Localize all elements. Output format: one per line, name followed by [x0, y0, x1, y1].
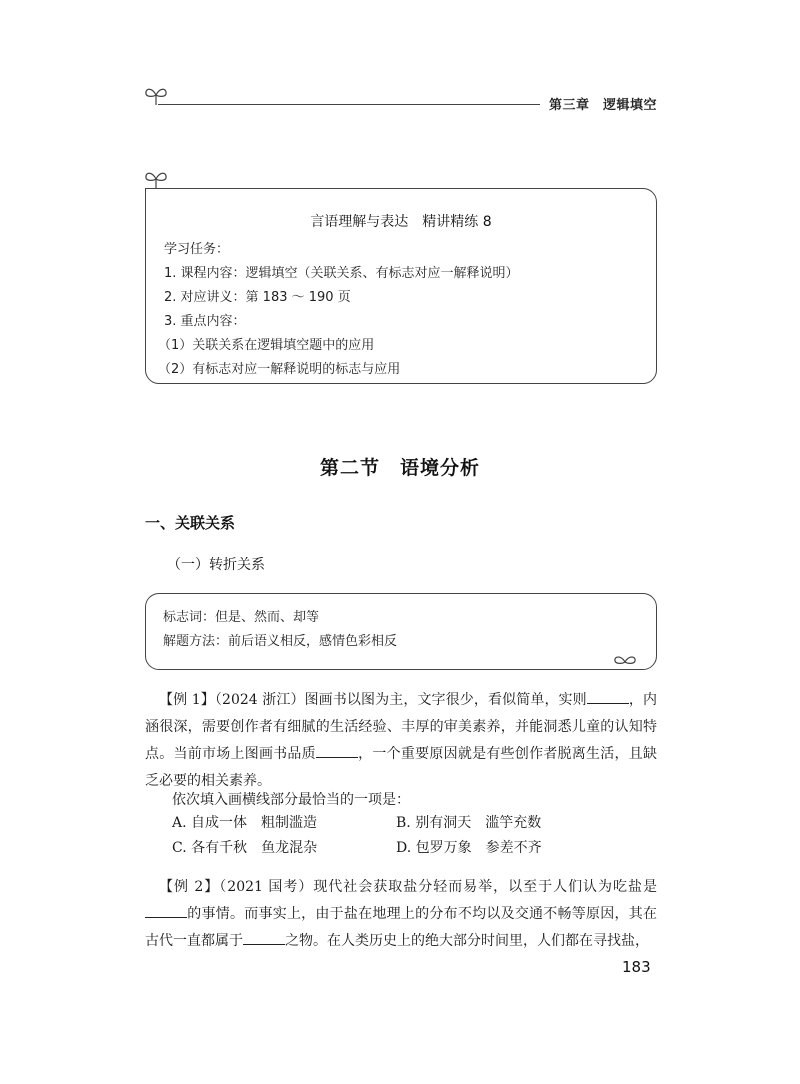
- study-line: 1. 课程内容：逻辑填空（关联关系、有标志对应一解释说明）: [164, 266, 519, 281]
- example2-text: 之物。在人类历史上的绝大部分时间里，人们都在寻找盐，: [285, 933, 649, 949]
- header-rule: [158, 104, 540, 105]
- sprout-icon: [612, 652, 638, 668]
- study-line: 2. 对应讲义：第 183 ～ 190 页: [164, 290, 351, 305]
- example2-tag: 【例 2】: [159, 879, 220, 895]
- example1-source: （2024 浙江）: [214, 692, 305, 708]
- option-c: C. 各有千秋 鱼龙混杂: [172, 840, 318, 856]
- example1-tag: 【例 1】: [159, 692, 215, 708]
- sprout-icon: [143, 84, 169, 106]
- example1-text: ，内涵很深，需要创作者有细腻的生活经验、丰厚的审美素养，并能洞悉儿童的认知特点。当前市场上图画书品质: [145, 692, 658, 762]
- fill-blank: [587, 689, 629, 704]
- study-task-box: [145, 188, 657, 384]
- example2-source: （2021 国考）: [219, 879, 314, 895]
- option-a: A. 自成一体 粗制滥造: [172, 815, 318, 831]
- fill-blank: [243, 930, 285, 945]
- sprout-icon: [143, 168, 169, 190]
- fill-blank: [316, 743, 358, 758]
- study-line: （2）有标志对应一解释说明的标志与应用: [158, 362, 401, 377]
- study-line: 3. 重点内容：: [164, 314, 246, 329]
- example1-text: 图画书以图为主，文字很少，看似简单，实则: [304, 692, 587, 708]
- study-line: （1）关联关系在逻辑填空题中的应用: [158, 338, 375, 353]
- example2-text: 现代社会获取盐分轻而易举，以至于人们认为吃盐是: [313, 879, 657, 895]
- option-d: D. 包罗万象 参差不齐: [396, 840, 542, 856]
- option-b: B. 别有洞天 滥竽充数: [396, 815, 542, 831]
- chapter-title: 第三章 逻辑填空: [549, 98, 658, 113]
- signal-words: 标志词：但是、然而、却等: [163, 610, 320, 625]
- section-title: 第二节 语境分析: [319, 457, 480, 479]
- question-prompt: 依次填入画横线部分最恰当的一项是：: [172, 792, 410, 808]
- example2-paragraph: [145, 874, 657, 955]
- example2-text: 的事情。而事实上，由于盐在地理上的分布不均以及交通不畅等原因，其在古代一直都属于: [145, 906, 657, 949]
- study-line: 学习任务：: [164, 242, 230, 257]
- study-box-title: 言语理解与表达 精讲精练 8: [310, 214, 492, 230]
- solving-method: 解题方法：前后语义相反，感情色彩相反: [163, 634, 398, 649]
- example1-paragraph: [145, 687, 657, 795]
- heading-level2: （一）转折关系: [167, 557, 265, 573]
- signal-word-box: [145, 593, 657, 670]
- page-number: 183: [622, 958, 651, 976]
- heading-level1: 一、关联关系: [145, 514, 236, 532]
- example1-text: ，一个重要原因就是有些创作者脱离生活，且缺乏必要的相关素养。: [145, 746, 658, 789]
- fill-blank: [145, 903, 187, 918]
